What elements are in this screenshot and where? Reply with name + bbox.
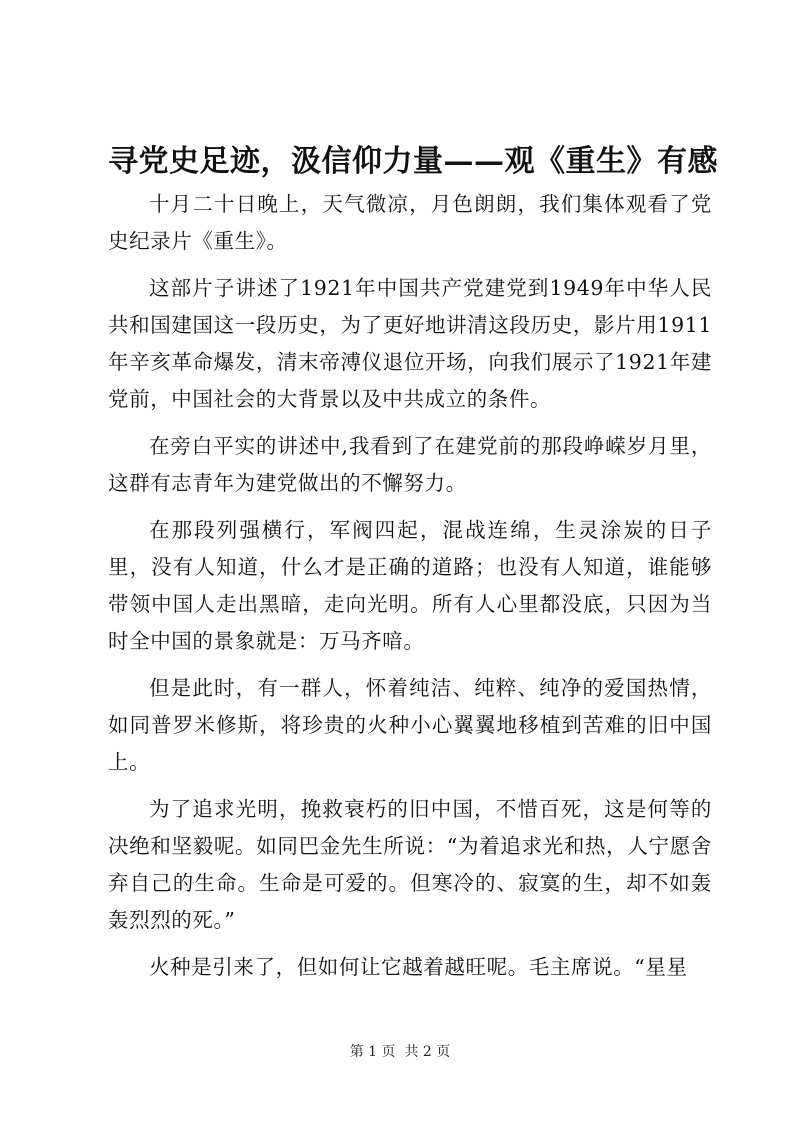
page-number: 第 1 页 <box>349 1044 396 1060</box>
page-total: 共 2 页 <box>404 1044 451 1060</box>
document-title: 寻党史足迹，汲信仰力量——观《重生》有感 <box>108 144 718 179</box>
paragraph: 但是此时，有一群人，怀着纯洁、纯粹、纯净的爱国热情，如同普罗米修斯，将珍贵的火种小心翼翼地移植到苦难的旧中国上。 <box>108 676 712 774</box>
document-body <box>108 186 712 996</box>
paragraph: 火种是引来了，但如何让它越着越旺呢。毛主席说。“星星 <box>149 955 688 979</box>
paragraph: 十月二十日晚上，天气微凉，月色朗朗，我们集体观看了党史纪录片《重生》。 <box>108 192 712 253</box>
paragraph: 为了追求光明，挽救衰朽的旧中国，不惜百死，这是何等的决绝和坚毅呢。如同巴金先生所说：“为着追求光和热，人宁愿舍弃自己的生命。生命是可爱的。但寒冷的、寂寞的生，却不如轰轰烈烈的死。” <box>108 797 712 932</box>
paragraph: 在那段列强横行，军阀四起，混战连绵，生灵涂炭的日子里，没有人知道，什么才是正确的道路；也没有人知道，谁能够带领中国人走出黑暗，走向光明。所有人心里都没底，只因为当时全中国的景象就是：万马齐喑。 <box>108 518 712 653</box>
paragraph: 在旁白平实的讲述中,我看到了在建党前的那段峥嵘岁月里，这群有志青年为建党做出的不懈努力。 <box>108 434 712 495</box>
page-footer <box>0 1042 800 1062</box>
paragraph: 这部片子讲述了1921年中国共产党建党到1949年中华人民共和国建国这一段历史，为了更好地讲清这段历史，影片用1911年辛亥革命爆发，清末帝溥仪退位开场，向我们展示了1921年建党前，中国社会的大背景以及中共成立的条件。 <box>108 276 712 411</box>
